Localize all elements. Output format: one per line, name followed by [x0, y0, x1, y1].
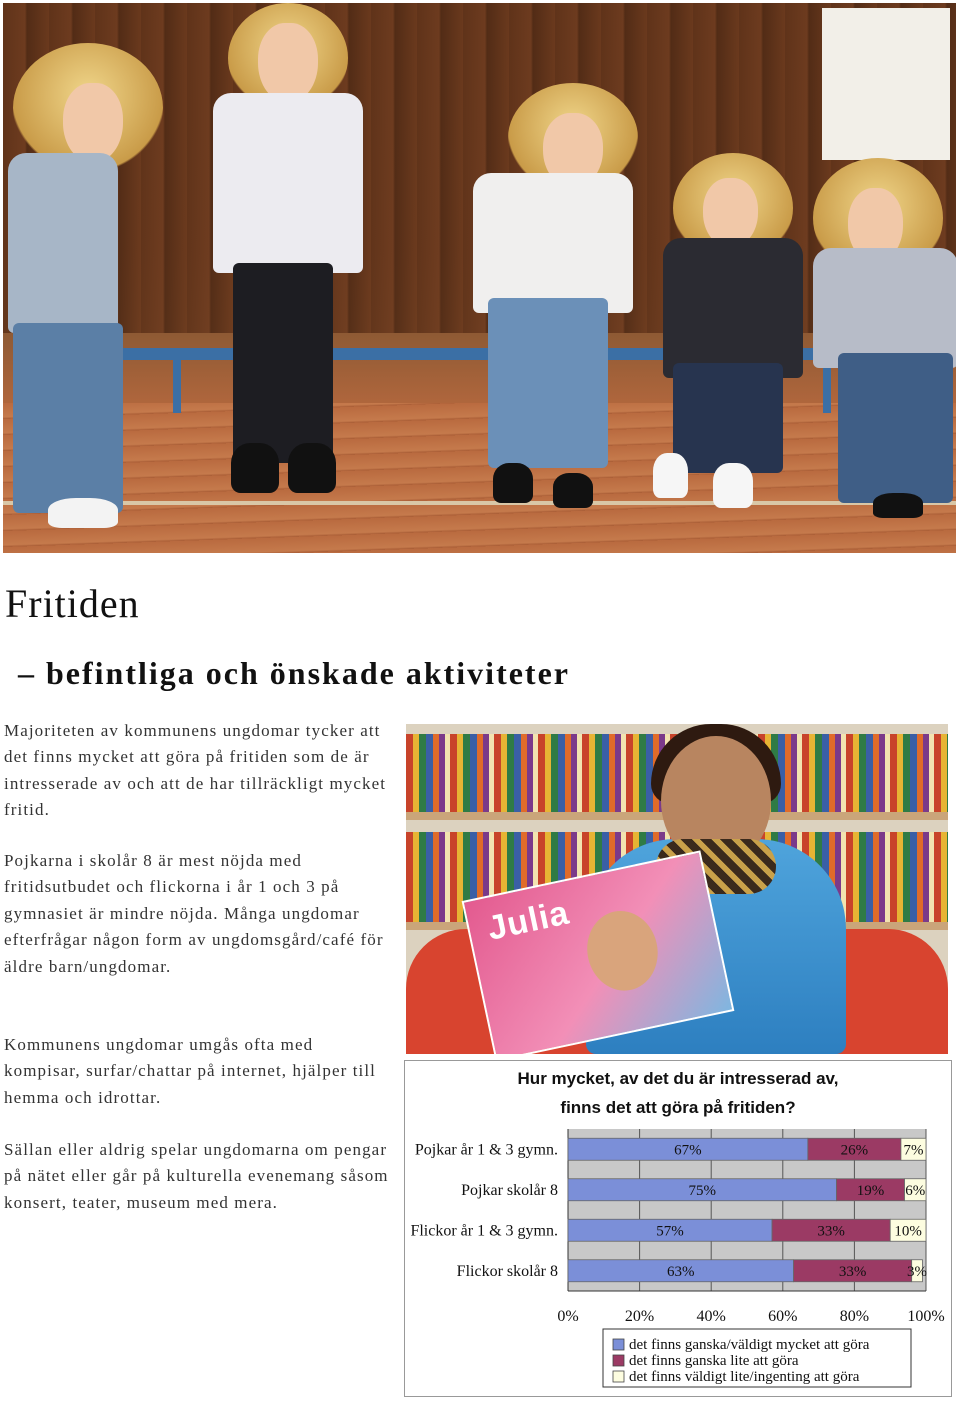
- legend-label: det finns ganska lite att göra: [629, 1353, 799, 1369]
- legend-label: det finns ganska/väldigt mycket att göra: [629, 1337, 870, 1353]
- data-label: 75%: [688, 1182, 716, 1199]
- x-tick-label: 0%: [557, 1308, 579, 1325]
- data-label: 19%: [856, 1182, 885, 1199]
- data-label: 33%: [838, 1263, 867, 1280]
- x-tick-label: 40%: [696, 1308, 726, 1325]
- data-label: 7%: [903, 1142, 924, 1159]
- chart-title-line-1: Hur mycket, av det du är intresserad av,: [517, 1069, 839, 1088]
- chart-title-line-2: finns det att göra på fritiden?: [560, 1098, 796, 1117]
- person: [3, 43, 173, 553]
- body-paragraph: Sällan eller aldrig spelar ungdomarna om pengar på nätet eller går på kulturella evenemang såsom konsert, teater, museum med mera.: [4, 1140, 389, 1212]
- data-label: 63%: [667, 1263, 695, 1280]
- data-label: 3%: [907, 1263, 928, 1280]
- page-subtitle: – befintliga och önskade aktiviteter: [18, 655, 570, 691]
- category-label: Flickor skolår 8: [456, 1262, 558, 1280]
- legend-label: det finns väldigt lite/ingenting att göra: [629, 1369, 860, 1385]
- legend-swatch: [613, 1339, 624, 1350]
- data-label: 10%: [894, 1223, 922, 1240]
- magazine-title: Julia: [484, 893, 573, 948]
- category-label: Flickor år 1 & 3 gymn.: [410, 1222, 558, 1240]
- photo-girls-jumping: [3, 3, 956, 553]
- bench-leg: [173, 358, 181, 413]
- person: [653, 153, 813, 523]
- x-tick-label: 20%: [624, 1308, 655, 1325]
- body-paragraph: Kommunens ungdomar umgås ofta med kompisar, surfar/chattar på internet, hjälper till hemma och idrottar.: [4, 1035, 377, 1107]
- data-label: 67%: [674, 1142, 702, 1159]
- person: [203, 3, 373, 513]
- x-tick-label: 80%: [839, 1308, 870, 1325]
- body-paragraph: Pojkarna i skolår 8 är mest nöjda med fritidsutbudet och flickorna i år 1 och 3 på gymnasiet är mindre nöjda. Många ungdomar efterfrågar någon form av ungdomsgård/café för äldre barn/ungdomar.: [4, 851, 384, 976]
- data-label: 33%: [817, 1223, 845, 1240]
- category-label: Pojkar år 1 & 3 gymn.: [414, 1141, 558, 1159]
- body-paragraph: Majoriteten av kommunens ungdomar tycker att det finns mycket att göra på fritiden som de är intresserade av och att de har tillräckligt mycket fritid.: [4, 721, 387, 820]
- data-label: 6%: [905, 1182, 926, 1199]
- data-label: 26%: [840, 1142, 869, 1159]
- whiteboard: [822, 8, 950, 160]
- x-tick-label: 60%: [768, 1308, 798, 1325]
- person: [453, 83, 653, 513]
- person: [803, 158, 956, 528]
- page-title: Fritiden: [5, 581, 140, 626]
- category-label: Pojkar skolår 8: [461, 1181, 558, 1199]
- legend-swatch: [613, 1371, 624, 1382]
- magazine-cover-face: [580, 904, 665, 997]
- legend-swatch: [613, 1355, 624, 1366]
- chart-panel: [404, 1060, 952, 1397]
- data-label: 57%: [656, 1223, 684, 1240]
- photo-girl-reading: [406, 724, 948, 1054]
- stacked-bar-chart: [405, 1061, 951, 1396]
- x-tick-label: 100%: [907, 1308, 945, 1325]
